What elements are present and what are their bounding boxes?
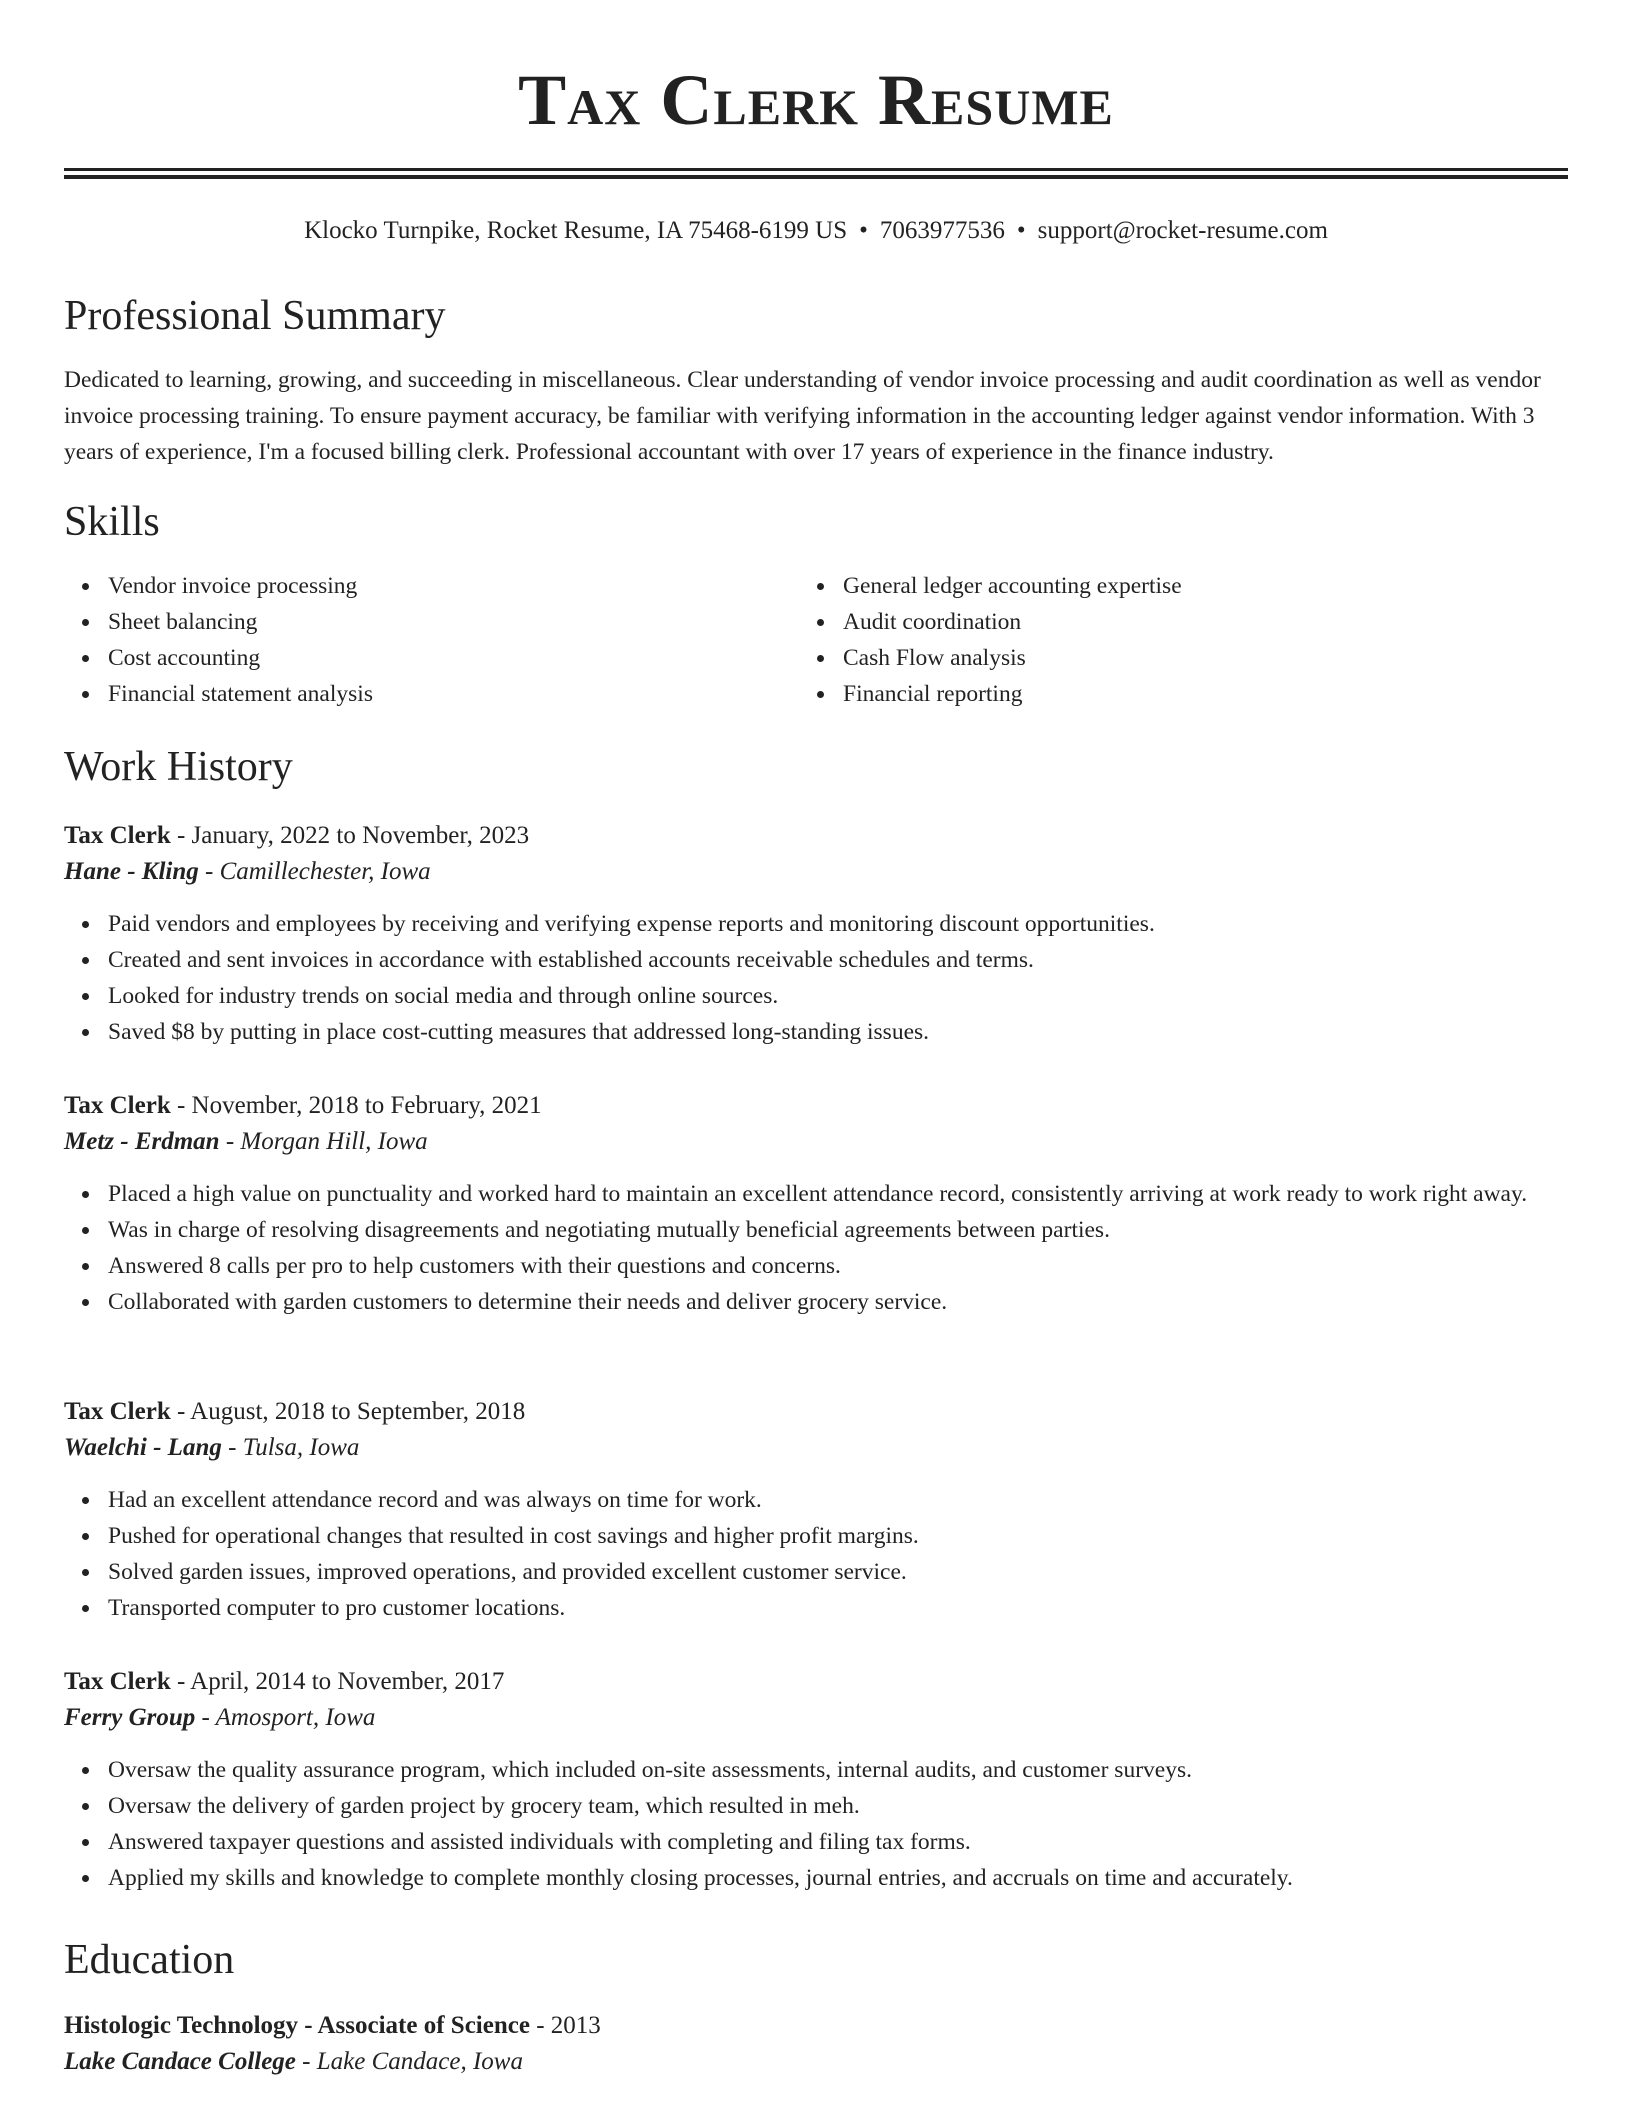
job-bullet: Created and sent invoices in accordance with established accounts receivable schedules and terms. (108, 942, 1568, 978)
job-company-line (64, 1700, 1568, 1736)
education-heading: Education (64, 1937, 235, 1983)
job-bullets (64, 1176, 1568, 1320)
job-entry (64, 1394, 1568, 1626)
job-location: - Camillechester, Iowa (198, 858, 431, 885)
job-title: Tax Clerk (64, 822, 171, 849)
skill-item: Sheet balancing (108, 604, 764, 640)
job-company: Ferry Group (64, 1704, 196, 1731)
job-bullet: Collaborated with garden customers to determine their needs and deliver grocery service. (108, 1284, 1568, 1320)
job-entry (64, 1664, 1568, 1896)
job-company: Hane - Kling (64, 858, 199, 885)
resume-title: Tax Clerk Resume (518, 60, 1114, 140)
job-bullet: Had an excellent attendance record and was always on time for work. (108, 1482, 1568, 1518)
job-bullets (64, 1482, 1568, 1626)
job-bullet: Was in charge of resolving disagreements and negotiating mutually beneficial agreements between parties. (108, 1212, 1568, 1248)
title-rule-top (64, 168, 1568, 171)
job-location: - Amosport, Iowa (195, 1704, 376, 1731)
job-bullet: Transported computer to pro customer locations. (108, 1590, 1568, 1626)
skill-item: Audit coordination (843, 604, 1499, 640)
job-bullet: Paid vendors and employees by receiving and verifying expense reports and monitoring discount opportunities. (108, 906, 1568, 942)
job-header (64, 1394, 1568, 1430)
contact-line (64, 214, 1568, 248)
skill-item: Financial reporting (843, 676, 1499, 712)
skill-item: Cost accounting (108, 640, 764, 676)
job-bullet: Solved garden issues, improved operations, and provided excellent customer service. (108, 1554, 1568, 1590)
job-dates: - August, 2018 to September, 2018 (170, 1398, 526, 1425)
education-entry (64, 2008, 1568, 2096)
job-bullet: Oversaw the delivery of garden project by grocery team, which resulted in meh. (108, 1788, 1568, 1824)
job-header (64, 1088, 1568, 1124)
job-bullets (64, 906, 1568, 1050)
skills-list-left (64, 568, 764, 712)
job-header (64, 1664, 1568, 1700)
skill-item: Financial statement analysis (108, 676, 764, 712)
job-bullet: Saved $8 by putting in place cost-cutting measures that addressed long-standing issues. (108, 1014, 1568, 1050)
summary-heading: Professional Summary (64, 293, 446, 339)
skill-item: Cash Flow analysis (843, 640, 1499, 676)
contact-phone: 7063977536 (879, 217, 1005, 244)
job-location: - Morgan Hill, Iowa (219, 1128, 428, 1155)
work-history-heading: Work History (64, 744, 293, 790)
job-entry (64, 818, 1568, 1050)
job-bullet: Answered 8 calls per pro to help customers with their questions and concerns. (108, 1248, 1568, 1284)
skill-item: Vendor invoice processing (108, 568, 764, 604)
job-company-line (64, 1430, 1568, 1466)
job-bullet: Answered taxpayer questions and assisted individuals with completing and filing tax forms. (108, 1824, 1568, 1860)
job-dates: - April, 2014 to November, 2017 (170, 1668, 505, 1695)
job-bullet: Pushed for operational changes that resulted in cost savings and higher profit margins. (108, 1518, 1568, 1554)
contact-address: Klocko Turnpike, Rocket Resume, IA 75468-6199 US (304, 217, 848, 244)
education-year: - 2013 (529, 2012, 601, 2039)
education-school-line (64, 2044, 1568, 2080)
job-company-line (64, 854, 1568, 890)
job-bullet: Applied my skills and knowledge to complete monthly closing processes, journal entries, and accruals on time and accurately. (108, 1860, 1568, 1896)
job-header (64, 818, 1568, 854)
job-company-line (64, 1124, 1568, 1160)
skills-left-column (64, 568, 764, 712)
education-degree: Histologic Technology - Associate of Science (64, 2012, 530, 2039)
job-title: Tax Clerk (64, 1398, 171, 1425)
education-school: Lake Candace College (64, 2048, 296, 2075)
skills-right-column (799, 568, 1499, 712)
job-company: Waelchi - Lang (64, 1434, 222, 1461)
title-rule-bottom (64, 175, 1568, 179)
job-dates: - November, 2018 to February, 2021 (170, 1092, 542, 1119)
job-title: Tax Clerk (64, 1092, 171, 1119)
job-bullet: Looked for industry trends on social media and through online sources. (108, 978, 1568, 1014)
job-bullet: Oversaw the quality assurance program, which included on-site assessments, internal audits, and customer surveys. (108, 1752, 1568, 1788)
skill-item: General ledger accounting expertise (843, 568, 1499, 604)
education-degree-line (64, 2008, 1568, 2044)
job-title: Tax Clerk (64, 1668, 171, 1695)
education-location: - Lake Candace, Iowa (295, 2048, 523, 2075)
job-location: - Tulsa, Iowa (221, 1434, 360, 1461)
contact-separator: • (859, 217, 868, 244)
job-entry (64, 1088, 1568, 1320)
summary-text: Dedicated to learning, growing, and succeeding in miscellaneous. Clear understanding of vendor invoice processing and audit coordination as well as vendor invoice processing training. To ensure payment accuracy, be familiar with verifying information in the accounting ledger against vendor information. With 3 years of experience, I'm a focused billing clerk. Professional accountant with over 17 years of experience in the finance industry. (64, 367, 1541, 465)
job-company: Metz - Erdman (64, 1128, 220, 1155)
skills-heading: Skills (64, 499, 160, 545)
job-bullets (64, 1752, 1568, 1896)
job-bullet: Placed a high value on punctuality and worked hard to maintain an excellent attendance record, consistently arriving at work ready to work right away. (108, 1176, 1568, 1212)
skills-list-right (799, 568, 1499, 712)
contact-separator: • (1016, 217, 1026, 244)
resume-page (64, 0, 1568, 2075)
contact-email[interactable]: support@rocket-resume.com (1037, 217, 1328, 244)
job-dates: - January, 2022 to November, 2023 (170, 822, 530, 849)
